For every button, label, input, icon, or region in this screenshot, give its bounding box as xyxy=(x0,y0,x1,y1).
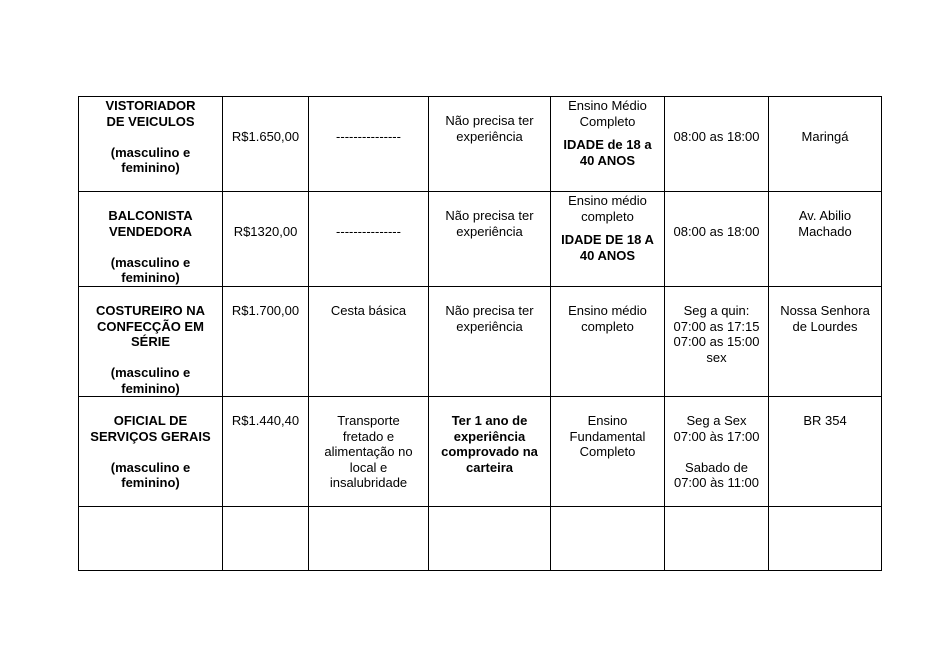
salary-value: R$1.650,00 xyxy=(231,129,300,144)
table-row xyxy=(79,97,882,192)
education-cell xyxy=(551,287,665,397)
job-title-line: SERVIÇOS GERAIS xyxy=(90,428,211,444)
gender-note-line: (masculino e xyxy=(110,365,191,380)
location-cell xyxy=(769,287,882,397)
experience-line: carteira xyxy=(466,459,513,475)
experience-cell xyxy=(429,97,551,192)
experience-line: comprovado na xyxy=(441,444,538,459)
benefits-line: Transporte xyxy=(337,413,400,428)
salary-cell xyxy=(223,192,309,287)
gender-note-line: (masculino e xyxy=(110,254,191,270)
table-row xyxy=(79,397,882,507)
experience-line: experiência xyxy=(456,318,523,334)
schedule-cell xyxy=(665,397,769,507)
schedule-line: 08:00 as 18:00 xyxy=(673,224,760,239)
benefits-line: --------------- xyxy=(336,129,401,144)
salary-cell xyxy=(223,97,309,192)
empty-cell xyxy=(223,507,309,571)
job-listings-table xyxy=(78,96,882,571)
schedule-line: 07:00 as 17:15 xyxy=(673,318,760,334)
benefits-line: --------------- xyxy=(336,224,401,239)
benefits-cell xyxy=(309,97,429,192)
gender-note-line: feminino) xyxy=(121,475,180,490)
job-title-line: COSTUREIRO NA xyxy=(95,303,206,318)
schedule-cell xyxy=(665,97,769,192)
experience-line: Não precisa ter xyxy=(445,208,534,223)
empty-cell xyxy=(79,507,223,571)
schedule-line: 08:00 as 18:00 xyxy=(673,129,760,144)
salary-value: R$1.440,40 xyxy=(231,413,300,428)
benefits-cell xyxy=(309,287,429,397)
job-title-line: BALCONISTA xyxy=(108,208,193,223)
experience-line: Não precisa ter xyxy=(445,113,534,128)
experience-line: experiência xyxy=(456,128,523,144)
location-cell xyxy=(769,97,882,192)
age-requirement-line: IDADE DE 18 A xyxy=(561,232,654,247)
gender-note-line: (masculino e xyxy=(110,459,191,475)
education-line: Completo xyxy=(579,113,636,129)
salary-value: R$1.700,00 xyxy=(231,303,300,318)
education-line: Ensino médio xyxy=(568,193,647,208)
schedule-cell xyxy=(665,192,769,287)
location-line: BR 354 xyxy=(803,413,847,428)
table-row xyxy=(79,287,882,397)
experience-line: experiência xyxy=(453,428,526,444)
gender-note-line: feminino) xyxy=(121,270,180,285)
experience-cell xyxy=(429,287,551,397)
job-title-line: SÉRIE xyxy=(130,334,170,349)
location-line: Machado xyxy=(798,223,852,239)
benefits-cell xyxy=(309,192,429,287)
education-cell xyxy=(551,192,665,287)
schedule-line: sex xyxy=(706,349,727,365)
education-line: Ensino médio xyxy=(568,303,647,318)
benefits-line: alimentação no xyxy=(324,444,413,459)
location-line: Av. Abilio xyxy=(798,208,852,223)
education-line: Ensino xyxy=(587,413,628,428)
education-line: Completo xyxy=(579,444,636,459)
schedule-line: 07:00 às 17:00 xyxy=(673,428,760,444)
age-requirement-line: 40 ANOS xyxy=(579,152,636,168)
empty-cell xyxy=(551,507,665,571)
education-cell xyxy=(551,97,665,192)
job-title-line: DE VEICULOS xyxy=(106,113,195,129)
benefits-line: local e xyxy=(349,459,388,475)
experience-line: Não precisa ter xyxy=(445,303,534,318)
age-requirement-line: IDADE de 18 a xyxy=(563,137,652,152)
age-requirement-line: 40 ANOS xyxy=(579,247,636,263)
schedule-line: 07:00 às 11:00 xyxy=(673,475,760,490)
job-title-line: VISTORIADOR xyxy=(105,98,196,113)
schedule-cell xyxy=(665,287,769,397)
schedule-line: Seg a quin: xyxy=(683,303,750,318)
location-cell xyxy=(769,192,882,287)
salary-value: R$1320,00 xyxy=(233,224,298,239)
empty-cell xyxy=(309,507,429,571)
experience-cell xyxy=(429,192,551,287)
job-title-cell xyxy=(79,287,223,397)
salary-cell xyxy=(223,287,309,397)
location-cell xyxy=(769,397,882,507)
location-line: de Lourdes xyxy=(792,318,858,334)
gender-note-line: feminino) xyxy=(121,160,180,175)
empty-cell xyxy=(429,507,551,571)
location-line: Nossa Senhora xyxy=(780,303,870,318)
schedule-line: Sabado de xyxy=(685,459,748,475)
benefits-line: Cesta básica xyxy=(330,303,407,318)
gender-note-line: (masculino e xyxy=(110,144,191,160)
empty-cell xyxy=(769,507,882,571)
location-line: Maringá xyxy=(801,129,849,144)
benefits-line: fretado e xyxy=(342,428,395,444)
experience-cell xyxy=(429,397,551,507)
education-cell xyxy=(551,397,665,507)
salary-cell xyxy=(223,397,309,507)
schedule-line: 07:00 as 15:00 xyxy=(673,334,760,349)
empty-cell xyxy=(665,507,769,571)
benefits-cell xyxy=(309,397,429,507)
education-line: completo xyxy=(581,318,634,334)
job-title-line: CONFECÇÃO EM xyxy=(97,318,204,334)
job-title-line: VENDEDORA xyxy=(108,223,193,239)
experience-line: Ter 1 ano de xyxy=(451,413,528,428)
gender-note-line: feminino) xyxy=(121,380,180,396)
table-row xyxy=(79,192,882,287)
education-line: completo xyxy=(581,208,634,224)
experience-line: experiência xyxy=(456,223,523,239)
table-row-empty xyxy=(79,507,882,571)
education-line: Ensino Médio xyxy=(568,98,647,113)
job-title-cell xyxy=(79,397,223,507)
schedule-line: Seg a Sex xyxy=(686,413,747,428)
benefits-line: insalubridade xyxy=(329,475,408,490)
job-title-cell xyxy=(79,192,223,287)
education-line: Fundamental xyxy=(569,428,646,444)
job-title-cell xyxy=(79,97,223,192)
job-title-line: OFICIAL DE xyxy=(113,413,188,428)
